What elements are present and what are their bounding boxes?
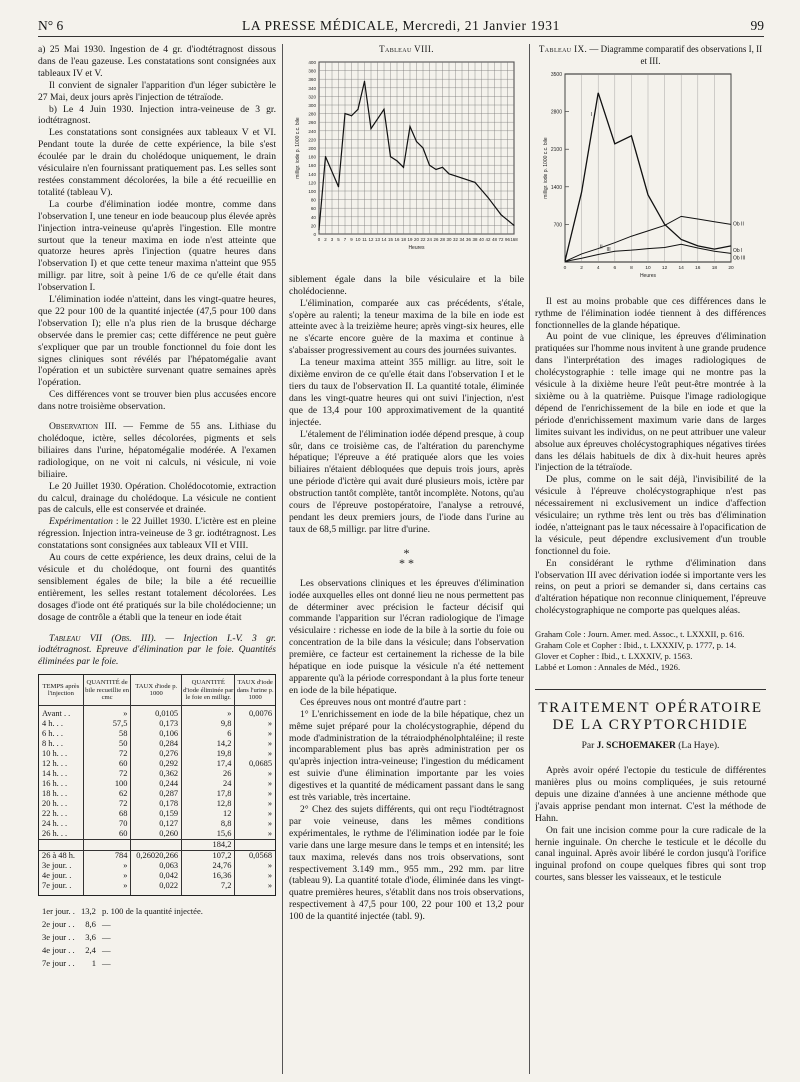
y-tick-label: 1400 [550, 184, 562, 191]
paragraph: Au point de vue clinique, les épreuves d'élimination pratiquées sur l'homme nous invitent à une grande prudence dans l'interprétation des images radiologiques de cholécystographie : telle image qui ne montre pas la vésicule à la dixième heure l'eût peut-être montrée à la sixième ou à la quatrième. Puisque l'image radiologique dépend de l'enrichissement de la bile en iode et que la période d'enrichissement maximum varie dans de larges limites suivant les individus, on ne peut attribuer une valeur absolue aux épreuves cholécystographiques négatives tirées dans les délais habituels de dix à dix-huit heures après l'injection de la tétraïode. [535, 331, 766, 474]
table-cell: 0,063 [131, 861, 182, 871]
x-tick-label: 96 [505, 236, 510, 242]
table-cell: » [235, 789, 276, 799]
summary-row [40, 958, 205, 969]
table-cell: 24 [182, 779, 235, 789]
table-cell [235, 840, 276, 851]
table-caption: Tableau VII (Obs. III). — Injection I.-V. 3 gr. iodtétragnost. Epreuve d'élimination par le foie. Quantités éliminées par le foie. [38, 632, 276, 668]
table-cell: 19,8 [182, 749, 235, 759]
observation-label: Observation III. [49, 421, 117, 433]
x-tick-label: 10 [355, 236, 361, 242]
table-cell: 14 h. . . [39, 769, 84, 779]
paragraph: 2° Chez des sujets différents, qui ont reçu l'iodtétragnost par voie veineuse, dans les mêmes conditions expérimentales, le rythme de l'élimination iodée par le foie varie dans une large mesure dans le temps et en intensité; les taux maxima, relevés dans nos trois observations, sont respectivement 3.149 mm., 955 mm., 292 mm. par litre (tableau 9). La quantité totale d'iode, éliminée dans les vingt-quatre premières heures, s'établit dans nos trois observations, respectivement à 47,5 pour 100, 22 pour 100 et 13,2 pour 100 de la quantité injectée (tabl. 9). [289, 803, 524, 923]
table-cell: 0,292 [131, 759, 182, 769]
table-cell: 0,0076 [235, 706, 276, 720]
x-tick-label: 16 [394, 236, 400, 242]
y-tick-label: 360 [308, 77, 316, 83]
paragraph: Il est au moins probable que ces différences dans le rythme de l'élimination iodée tiennent à des différences fonctionnelles de la glande hépatique. [535, 295, 766, 331]
y-tick-label: 2100 [550, 147, 562, 154]
data-point [364, 81, 365, 82]
y-axis-label: milligr. iode p. 1000 c.c. bile [295, 117, 301, 179]
column-right [535, 44, 766, 1076]
table-cell: 6 [182, 729, 235, 739]
table-header: QUANTITÉ d'iode éliminée par le foie en milligr. [182, 675, 235, 706]
x-tick-label: 14 [678, 265, 684, 271]
chart-tableau-viii [289, 44, 524, 268]
table-cell: 107,2 [182, 851, 235, 862]
x-tick-label: 15 [388, 236, 393, 242]
y-tick-label: 260 [308, 120, 316, 126]
chart-title: Tableau IX. — Diagramme comparatif des observations I, II et III. [538, 44, 763, 66]
x-tick-label: 48 [492, 236, 497, 242]
table-header: TAUX d'iode dans l'urine p. 1000 [235, 675, 276, 706]
table-cell: 72 [83, 799, 131, 809]
x-tick-label: 6 [613, 265, 617, 271]
x-tick-label: 2 [580, 265, 583, 271]
paragraph: Les constatations sont consignées aux tableaux V et VI. Pendant toute la durée de cette expérience, la bile s'est écoulée par le drain du cholédoque uniquement, le drain vésiculaire n'en fournissant pratiquement pas. Les selles sont restées constamment décolorées, la bile a été recueillie en totalité (tableau V). [38, 127, 276, 198]
table-cell: 17,8 [182, 789, 235, 799]
table-header: QUANTITÉ de bile recueillie en cmc [83, 675, 131, 706]
x-tick-label: 7 [343, 236, 347, 242]
table-row [39, 779, 276, 789]
table-cell: » [83, 861, 131, 871]
chart-title: Tableau VIII. [379, 44, 434, 54]
x-tick-label: 18 [711, 265, 718, 271]
table-cell: 26 h. . . [39, 829, 84, 840]
table-cell: 0,26020,266 [131, 851, 182, 862]
x-axis-label: Heures [408, 244, 425, 251]
table-cell: » [83, 881, 131, 896]
table-cell: » [235, 881, 276, 896]
x-tick-label: 28 [440, 236, 445, 242]
table-header: TAUX d'iode p. 1000 [131, 675, 182, 706]
table-cell: » [235, 729, 276, 739]
table-cell [131, 840, 182, 851]
summary-cell: 3e jour . . [42, 932, 75, 943]
table-cell: 0,244 [131, 779, 182, 789]
paragraph: La teneur maxima atteint 355 milligr. au litre, soit le dixième environ de ce qu'elle était dans l'observation I et le tiers du taux de l'observation II. La quantité totale, éliminée dans les vingt-quatre heures qui ont suivi l'injection, n'est que de 13,4 pour 100 approximativement de la quantité injectée. [289, 357, 524, 428]
table-cell: » [235, 809, 276, 819]
data-point [500, 214, 501, 215]
column-left [38, 44, 276, 1076]
table-cell: 20 h. . . [39, 799, 84, 809]
y-tick-label: 380 [308, 68, 316, 74]
y-tick-label: 320 [308, 94, 316, 100]
table-cell: » [235, 861, 276, 871]
table-cell: 0,362 [131, 769, 182, 779]
series-legend-label: Ob II [733, 221, 744, 228]
table-cell: 0,127 [131, 819, 182, 829]
summary-row [40, 945, 205, 956]
y-tick-label: 120 [308, 180, 316, 186]
table-cell: 10 h. . . [39, 749, 84, 759]
table-cell: 70 [83, 819, 131, 829]
table-cell: 26 [182, 769, 235, 779]
summary-cell: — [101, 919, 111, 930]
paragraph: Ces épreuves nous ont montré d'autre part : [300, 696, 467, 708]
paragraph: Observation III. — Femme de 55 ans. Lithiase du cholédoque, ictère, selles décolorées, pigments et sels biliaires dans l'urine, hépatomégalie modérée. A l'examen radiologique, on ne voit ni calculs, ni vésicule, ni voie biliaire. [38, 421, 276, 480]
x-tick-label: 168 [510, 236, 518, 242]
table-cell: 100 [83, 779, 131, 789]
paragraph: 1° L'enrichissement en iode de la bile hépatique, chez un même sujet préparé pour la cholécystographie, dépend du mode d'administration de la tétraiodphénolphtaléine; il reste incomparablement plus bas après administration per os qu'après injection intra-veineuse; l'ingestion du médicament est suivie d'une élimination importante par les voies digestives et la quantité de médicament passant dans le sang est très variable, très incertaine. [289, 708, 524, 804]
summary-cell: 4e jour . . [42, 945, 75, 956]
data-point [396, 160, 397, 161]
table-row [39, 851, 276, 862]
table-cell: 16 h. . . [39, 779, 84, 789]
paragraph: Les observations cliniques et les épreuves d'élimination iodée auxquelles elles ont donné lieu ne nous permettent pas de déterminer avec précision le facteur décisif qui commande l'apparition sur l'écran radiologique de l'image vésiculaire : richesse en iode de la bile à la sortie du foie ou concentration de la bile dans la vésicule; dans l'observation première, ce facteur est certainement la richesse de la bile hépatique en iode puisque la vésicule n'a été nettement apparente qu'à la période correspondant à la plus forte teneur en iode de la bile hépatique. [289, 577, 524, 696]
summary-cell: 1 [91, 958, 96, 969]
column-middle [289, 44, 524, 1076]
series-marker-label: III [606, 246, 611, 253]
table-cell: » [235, 829, 276, 840]
x-tick-label: 26 [433, 236, 439, 242]
table-cell: 0,159 [131, 809, 182, 819]
section-title: DE LA CRYPTORCHIDIE [552, 717, 749, 734]
table-cell: 12 [182, 809, 235, 819]
y-tick-label: 160 [308, 163, 316, 169]
table-row [39, 769, 276, 779]
chart-ix-svg [535, 68, 766, 286]
table-cell: 0,287 [131, 789, 182, 799]
table-cell: 0,178 [131, 799, 182, 809]
chart-tableau-ix [535, 44, 766, 290]
table-cell: 0,0568 [235, 851, 276, 862]
table-header: TEMPS après l'injection [39, 675, 84, 706]
x-tick-label: 32 [453, 236, 458, 242]
data-point [448, 173, 449, 174]
table-cell: 784 [83, 851, 131, 862]
page-header [38, 18, 764, 37]
reference: Labbé et Lomon : Annales de Méd., 1926. [535, 662, 681, 673]
reference: Graham Cole : Journ. Amer. med. Assoc., t. LXXXII, p. 616. [535, 629, 745, 640]
table-row [39, 739, 276, 749]
table-cell: 7e jour. . [39, 881, 84, 896]
reference: Glover et Copher : Ibid., t. LXXXIV, p. 1563. [535, 651, 693, 662]
table-cell: 8 h. . . [39, 739, 84, 749]
experiment-label: Expérimentation [49, 516, 113, 528]
paragraph: Ces différences vont se trouver bien plus accusées encore dans notre troisième observation. [38, 389, 276, 413]
x-tick-label: 14 [381, 236, 387, 242]
data-point [351, 115, 352, 116]
data-point [409, 126, 410, 127]
byline: Par J. SCHOEMAKER (La Haye). [581, 741, 720, 752]
data-point [455, 175, 456, 176]
x-tick-label: 0 [563, 265, 567, 271]
data-point [318, 229, 319, 230]
x-tick-label: 16 [695, 265, 701, 271]
table-row [39, 789, 276, 799]
x-tick-label: 38 [472, 236, 478, 242]
table-cell: 24,76 [182, 861, 235, 871]
table-cell: 6 h. . . [39, 729, 84, 739]
data-point [461, 177, 462, 178]
summary-cell: 1er jour. . [42, 906, 75, 917]
table-cell: 12 h. . . [39, 759, 84, 769]
data-point [422, 147, 423, 148]
paragraph: La courbe d'élimination iodée montre, comme dans l'observation I, une teneur en iode beaucoup plus élevée après l'injection intra-veineuse qu'après l'ingestion. Elle montre surtout que la teneur maxima en iode n'est atteinte que quatorze heures après l'injection (quatre heures dans l'observation I) et que cette teneur maxima n'atteint que 955 milligr. par litre, soit à peine 1/6 de ce qu'elle était dans l'observation I. [38, 198, 276, 294]
x-tick-label: 19 [407, 236, 413, 242]
summary-row [40, 906, 205, 917]
x-tick-label: 36 [466, 236, 471, 242]
y-tick-label: 700 [553, 222, 562, 229]
table-row [39, 749, 276, 759]
summary-cell: p. 100 de la quantité injectée. [101, 906, 203, 917]
table-cell: 4 h. . . [39, 719, 84, 729]
table-row [39, 829, 276, 840]
table-cell: 15,6 [182, 829, 235, 840]
table-cell: 184,2 [182, 840, 235, 851]
summary-row [40, 919, 205, 930]
table-vii [38, 674, 276, 896]
table-cell: Avant . . [39, 706, 84, 720]
data-point [487, 197, 488, 198]
x-tick-label: 11 [362, 236, 367, 242]
y-tick-label: 0 [313, 231, 316, 237]
x-tick-label: 4 [596, 265, 600, 271]
table-row [39, 871, 276, 881]
table-cell: 58 [83, 729, 131, 739]
data-point [344, 113, 345, 114]
reference: Graham Cole et Copher : Ibid., t. LXXXIV, p. 1777, p. 14. [535, 640, 737, 651]
table-cell: 0,173 [131, 719, 182, 729]
y-tick-label: 240 [308, 128, 316, 134]
table-row [39, 861, 276, 871]
table-cell: » [235, 799, 276, 809]
table-cell: 12,8 [182, 799, 235, 809]
x-tick-label: 22 [420, 236, 426, 242]
table-cell: 72 [83, 769, 131, 779]
paragraph: Il convient de signaler l'apparition d'un léger subictère le 27 Mai, deux jours après l'injection de tétraïode. [38, 79, 276, 103]
table-row [39, 881, 276, 896]
table-cell: » [235, 779, 276, 789]
summary-cell: 8,6 [85, 919, 96, 930]
x-tick-label: 12 [368, 236, 374, 242]
table-cell: 0,0105 [131, 706, 182, 720]
table-cell: » [235, 749, 276, 759]
x-tick-label: 0 [317, 236, 321, 242]
x-tick-label: 12 [661, 265, 668, 271]
page-number: 99 [750, 18, 764, 33]
y-tick-label: 60 [310, 206, 316, 212]
x-tick-label: 30 [446, 236, 452, 242]
chart-viii-svg [289, 56, 524, 264]
x-tick-label: 42 [485, 236, 491, 242]
series-marker-label: II [599, 244, 603, 251]
table-row [39, 809, 276, 819]
summary-cell: — [101, 958, 111, 969]
table-cell: 72 [83, 749, 131, 759]
data-point [416, 141, 417, 142]
table-cell: 62 [83, 789, 131, 799]
table-cell: 16,36 [182, 871, 235, 881]
y-axis-label: milligr. iode p. 1000 c.c. bile [543, 137, 549, 199]
x-tick-label: 40 [479, 236, 484, 242]
table-cell: » [235, 769, 276, 779]
y-tick-label: 180 [308, 154, 316, 160]
y-tick-label: 100 [308, 188, 316, 194]
paragraph: L'étalement de l'élimination iodée dépend presque, à coup sûr, dans ce troisième cas, de l'altération du parenchyme hépatique; l'épreuve a été pratiquée alors que les voies biliaires n'étaient débloquées que depuis trois jours, après une période d'ictère qui avait duré plusieurs mois, ictère par obstruction tantôt complète, tantôt incomplète. Notons, qu'au cours de l'épreuve postopératoire, l'analyse a retrouvé, pendant les deux premiers jours, de l'iode dans l'urine au taux de 68,5 milligr. par litre d'urine. [289, 428, 524, 535]
paragraph: On fait une incision comme pour la cure radicale de la hernie inguinale. On cherche le testicule et le décolle du canal inguinal. Après avoir libéré le cordon jusqu'à l'orifice inguinal profond on coupe quelques fibres qui sont trop courtes, sans blesser les vaisseaux, et le testicule [535, 824, 766, 884]
data-point [390, 156, 391, 157]
summary-cell: 13,2 [80, 906, 96, 917]
column-divider [282, 44, 283, 1074]
data-point [442, 167, 443, 168]
table-cell: 50 [83, 739, 131, 749]
x-tick-label: 20 [728, 265, 734, 271]
table-cell: 18 h. . . [39, 789, 84, 799]
issue-number: N° 6 [38, 18, 64, 33]
table-cell: 24 h. . . [39, 819, 84, 829]
section-separator: * * * [399, 545, 414, 570]
table-row [39, 729, 276, 739]
x-tick-label: 3 [330, 236, 334, 242]
summary-cell: — [101, 932, 111, 943]
y-tick-label: 200 [308, 145, 316, 151]
summary-cell: 2e jour . . [42, 919, 75, 930]
x-tick-label: 9 [350, 236, 353, 242]
paragraph: Expérimentation : le 22 Juillet 1930. L'ictère est en pleine régression. Injection intra-veineuse de 3 gr. iodtétragnost. Les constatations sont consignées aux tableaux VII et VIII. [38, 516, 276, 552]
summary-cell: — [101, 945, 111, 956]
table-cell: 0,0685 [235, 759, 276, 769]
table-cell: 57,5 [83, 719, 131, 729]
summary-cell: 3,6 [85, 932, 96, 943]
x-tick-label: 13 [375, 236, 380, 242]
paragraph: siblement égale dans la bile vésiculaire et la bile cholédocienne. [289, 273, 524, 297]
references [535, 629, 766, 673]
series-legend-label: Ob III [733, 255, 746, 262]
table-row [39, 840, 276, 851]
table-cell: 0,260 [131, 829, 182, 840]
series-marker-label: I [590, 111, 593, 118]
table-cell: 14,2 [182, 739, 235, 749]
data-point [513, 225, 514, 226]
table-cell: 4e jour. . [39, 871, 84, 881]
data-point [383, 109, 384, 110]
x-tick-label: 18 [401, 236, 406, 242]
table-cell: 17,4 [182, 759, 235, 769]
x-tick-label: 5 [337, 236, 340, 242]
table-row [39, 819, 276, 829]
y-tick-label: 2800 [550, 109, 562, 116]
x-axis-label: Heures [639, 272, 657, 279]
paragraph: a) 25 Mai 1930. Ingestion de 4 gr. d'iodtétragnost dissous dans de l'eau gazeuse. Les constatations sont consignées aux tableaux IV et V. [38, 44, 276, 79]
y-tick-label: 80 [310, 197, 316, 203]
table-row [39, 759, 276, 769]
table-cell: 3e jour. . [39, 861, 84, 871]
x-tick-label: 20 [414, 236, 419, 242]
y-tick-label: 220 [308, 137, 316, 143]
table-cell: » [182, 706, 235, 720]
data-point [370, 128, 371, 129]
table-cell: 8,8 [182, 819, 235, 829]
table-cell: 9,8 [182, 719, 235, 729]
series-legend-label: Ob I [733, 247, 743, 254]
y-tick-label: 140 [308, 171, 316, 177]
table-row [39, 799, 276, 809]
table-cell: » [83, 871, 131, 881]
y-tick-label: 20 [310, 223, 316, 229]
data-point [403, 167, 404, 168]
table-cell: 60 [83, 759, 131, 769]
x-tick-label: 8 [630, 265, 633, 271]
y-tick-label: 40 [310, 214, 316, 220]
x-tick-label: 2 [324, 236, 327, 242]
data-point [429, 165, 430, 166]
summary-row [40, 932, 205, 943]
elimination-summary [38, 904, 207, 971]
table-cell: 7,2 [182, 881, 235, 896]
data-point [474, 182, 475, 183]
data-point [325, 156, 326, 157]
paragraph: De plus, comme on le sait déjà, l'invisibilité de la vésicule à l'épreuve cholécystographique n'est pas nécessairement ni exclusivement un indice d'affection vésiculaire; un rythme très lent ou très bas d'élimination iodée, n'atteignant pas le taux nécessaire à l'opacification de la vésicule, peut dépendre exclusivement d'un trouble fonctionnel du foie. [535, 474, 766, 557]
table-cell: 68 [83, 809, 131, 819]
table-cell: 0,022 [131, 881, 182, 896]
data-point [435, 169, 436, 170]
table-cell [83, 840, 131, 851]
table-cell [39, 840, 84, 851]
paragraph: L'élimination iodée n'atteint, dans les vingt-quatre heures, que 22 pour 100 de la quantité injectée (47,5 pour 100 dans l'observation I); elle n'a plus rien de la brusque décharge observée dans le premier cas; cette différence ne peut guère s'expliquer que par un trouble fonctionnel du foie dont les signes cliniques sont révélés par l'hépatomégalie avant l'opération et un subictère survenant quatre semaines après l'opération. [38, 294, 276, 389]
y-tick-label: 3500 [550, 71, 562, 78]
x-tick-label: 34 [459, 236, 465, 242]
table-cell: 0,276 [131, 749, 182, 759]
y-tick-label: 280 [308, 111, 316, 117]
table-cell: » [235, 871, 276, 881]
summary-cell: 7e jour . . [42, 958, 75, 969]
x-tick-label: 72 [498, 236, 504, 242]
x-tick-label: 10 [645, 265, 651, 271]
table-cell: 26 à 48 h. [39, 851, 84, 862]
data-point [338, 186, 339, 187]
table-cell: 0,284 [131, 739, 182, 749]
table-cell: 0,106 [131, 729, 182, 739]
author-name: J. SCHOEMAKER [596, 741, 676, 752]
table-cell: » [235, 739, 276, 749]
paragraph: b) Le 4 Juin 1930. Injection intra-veineuse de 3 gr. iodtétragnost. [38, 103, 276, 127]
table-cell: » [83, 706, 131, 720]
summary-cell: 2,4 [85, 945, 96, 956]
table-cell: » [235, 719, 276, 729]
table-cell: 22 h. . . [39, 809, 84, 819]
journal-title: LA PRESSE MÉDICALE, Mercredi, 21 Janvier 1931 [242, 18, 560, 33]
paragraph: Le 20 Juillet 1930. Opération. Cholédocotomie, extraction du calcul, drainage du cholédoque. La vésicule ne contient pas de calculs, elle est conservée et drainée. [38, 480, 276, 516]
paragraph: Après avoir opéré l'ectopie du testicule de différentes manières plus ou moins compliquées, je suis retourné depuis une dizaine d'années à une ancienne méthode que j'avais apprise pendant mon internat. C'est la méthode de Hahn. [535, 765, 766, 824]
table-row [39, 719, 276, 729]
table-cell: 60 [83, 829, 131, 840]
column-divider [529, 44, 530, 1074]
y-tick-label: 300 [308, 102, 316, 108]
data-point [357, 109, 358, 110]
paragraph: En considérant le rythme d'élimination dans l'observation III avec dérivation iodée si importante vers les reins, on peut a priori se demander si, dans certains cas d'altération hépatique non reconnue cliniquement, l'épreuve cholécystographique ne comporte pas quelques aléas. [535, 557, 766, 617]
table-row [39, 706, 276, 720]
y-tick-label: 400 [308, 59, 316, 65]
paragraph: L'élimination, comparée aux cas précédents, s'étale, s'opère au ralenti; la teneur maxima de la bile en iode est atteinte avec à la treizième heure; après vingt-six heures, elle ne s'écarte encore guère de la maxima et continue à s'abaisser progressivement au cours des journées suivantes. [289, 297, 524, 357]
y-tick-label: 340 [308, 85, 316, 91]
x-tick-label: 24 [427, 236, 432, 242]
table-cell: » [235, 819, 276, 829]
section-title: TRAITEMENT OPÉRATOIRE [535, 689, 766, 717]
paragraph: Au cours de cette expérience, les deux drains, celui de la vésicule et du cholédoque, ont fourni des quantités sensiblement égales de bile; la bile a été recueillie entièrement, les selles restant totalement décolorées. Les dosages d'iode ont été pratiqués sur la bile cholédocienne; un dosage de contrôle a établi que la teneur en iode était [38, 552, 276, 623]
table-cell: 0,042 [131, 871, 182, 881]
